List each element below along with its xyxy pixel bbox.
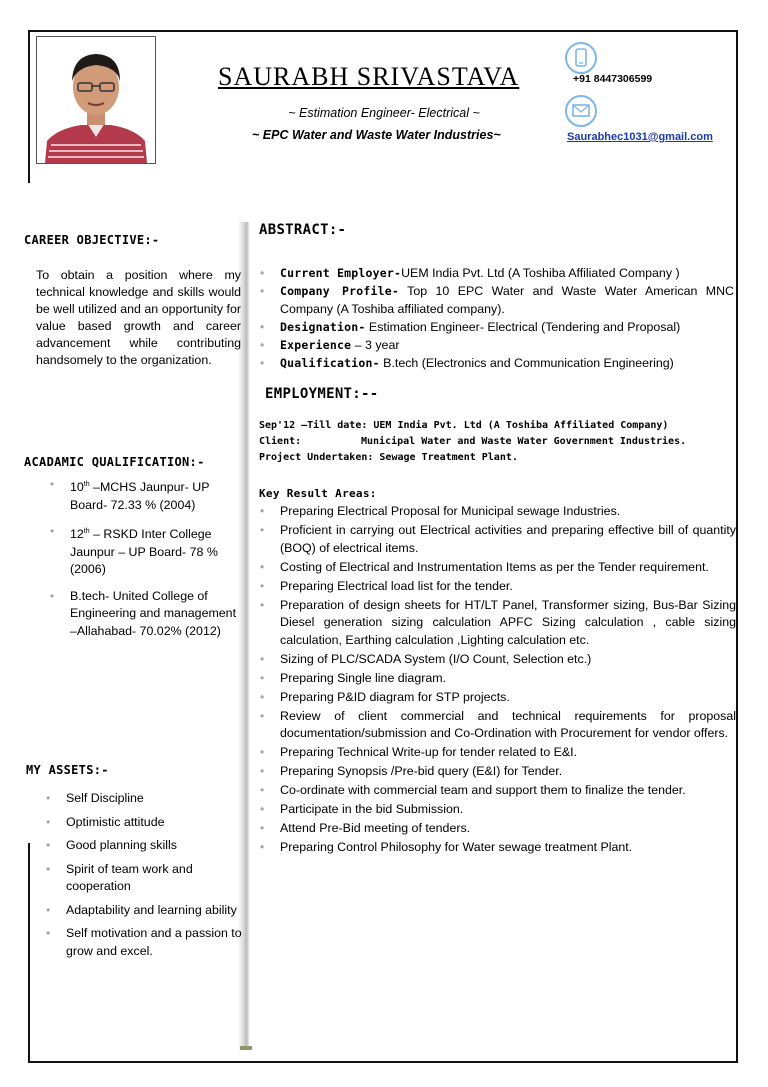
kra-heading: Key Result Areas: [259,487,377,500]
qualification-heading: ACADAMIC QUALIFICATION:- [24,455,205,469]
kra-item: • Preparing Synopsis /Pre-bid query (E&I) for Tender. [258,763,736,781]
qualification-item: • 10th –MCHS Jaunpur- UP Board- 72.33 % (2004) [48,476,238,514]
qualification-item: • 12th – RSKD Inter College Jaunpur – UP Board- 78 % (2006) [48,523,238,579]
candidate-name: SAURABH SRIVASTAVA [218,62,520,91]
career-objective-heading: CAREER OBJECTIVE:- [24,233,160,247]
assets-heading: MY ASSETS:- [26,763,109,777]
abstract-item: • Experience – 3 year [258,337,734,355]
abstract-item: • Current Employer-UEM India Pvt. Ltd (A Toshiba Affiliated Company ) [258,265,734,283]
email-link[interactable]: Saurabhec1031@gmail.com [567,131,713,143]
industry-title: ~ EPC Water and Waste Water Industries~ [252,128,501,142]
kra-item: • Preparing Technical Write-up for tender related to E&I. [258,744,736,762]
abstract-item: • Company Profile- Top 10 EPC Water and Waste Water American MNC Company (A Toshiba affiliated company). [258,283,734,318]
kra-item: • Review of client commercial and technical requirements for proposal documentation/submission and Co-Ordination with Procurement for vendor offers. [258,708,736,743]
border-gap [26,183,32,843]
asset-item: • Self Discipline [44,790,244,808]
employment-heading: EMPLOYMENT:-- [265,386,379,402]
kra-item: • Preparing Electrical load list for the tender. [258,578,736,596]
abstract-item: • Designation- Estimation Engineer- Electrical (Tendering and Proposal) [258,319,734,337]
profile-photo [36,36,156,164]
phone-number: +91 8447306599 [573,73,653,85]
abstract-item: • Qualification- B.tech (Electronics and Communication Engineering) [258,355,734,373]
abstract-list [258,265,734,373]
mail-icon [565,95,597,127]
asset-item: • Optimistic attitude [44,814,244,832]
kra-item: • Co-ordinate with commercial team and support them to finalize the tender. [258,782,736,800]
abstract-heading: ABSTRACT:- [259,222,347,238]
assets-list [44,790,244,966]
employment-period: Sep'12 –Till date: UEM India Pvt. Ltd (A Toshiba Affiliated Company) [259,420,669,431]
kra-item: • Preparation of design sheets for HT/LT Panel, Transformer sizing, Bus-Bar Sizing Diesel generation sizing calculation APFC Sizing calculation , cable sizing calculation, Earthing calculation ,Lighting calculation etc. [258,597,736,650]
kra-item: • Preparing Electrical Proposal for Municipal sewage Industries. [258,503,736,521]
qualification-list [48,476,238,649]
qualification-item: • B.tech- United College of Engineering and management –Allahabad- 70.02% (2012) [48,588,238,641]
divider-foot [240,1046,252,1050]
kra-item: • Preparing Single line diagram. [258,670,736,688]
kra-item: • Participate in the bid Submission. [258,801,736,819]
job-title: ~ Estimation Engineer- Electrical ~ [288,106,480,120]
kra-item: • Preparing Control Philosophy for Water sewage treatment Plant. [258,839,736,857]
asset-item: • Spirit of team work and cooperation [44,861,244,896]
kra-item: • Proficient in carrying out Electrical activities and preparing effective bill of quantity (BOQ) of electrical items. [258,522,736,557]
asset-item: • Good planning skills [44,837,244,855]
kra-item: • Preparing P&ID diagram for STP projects. [258,689,736,707]
asset-item: • Adaptability and learning ability [44,902,244,920]
kra-item: • Attend Pre-Bid meeting of tenders. [258,820,736,838]
employment-project: Project Undertaken: Sewage Treatment Plant. [259,452,518,463]
kra-item: • Costing of Electrical and Instrumentation Items as per the Tender requirement. [258,559,736,577]
asset-item: • Self motivation and a passion to grow and excel. [44,925,244,960]
kra-list [258,503,736,858]
kra-item: • Sizing of PLC/SCADA System (I/O Count, Selection etc.) [258,651,736,669]
career-objective-text: To obtain a position where my technical knowledge and skills would be well utilized and an opportunity for value based growth and career advancement while contributing handsomely to the organization. [36,268,241,367]
phone-icon [565,42,597,74]
employment-client: Client: Municipal Water and Waste Water Government Industries. [259,436,687,447]
